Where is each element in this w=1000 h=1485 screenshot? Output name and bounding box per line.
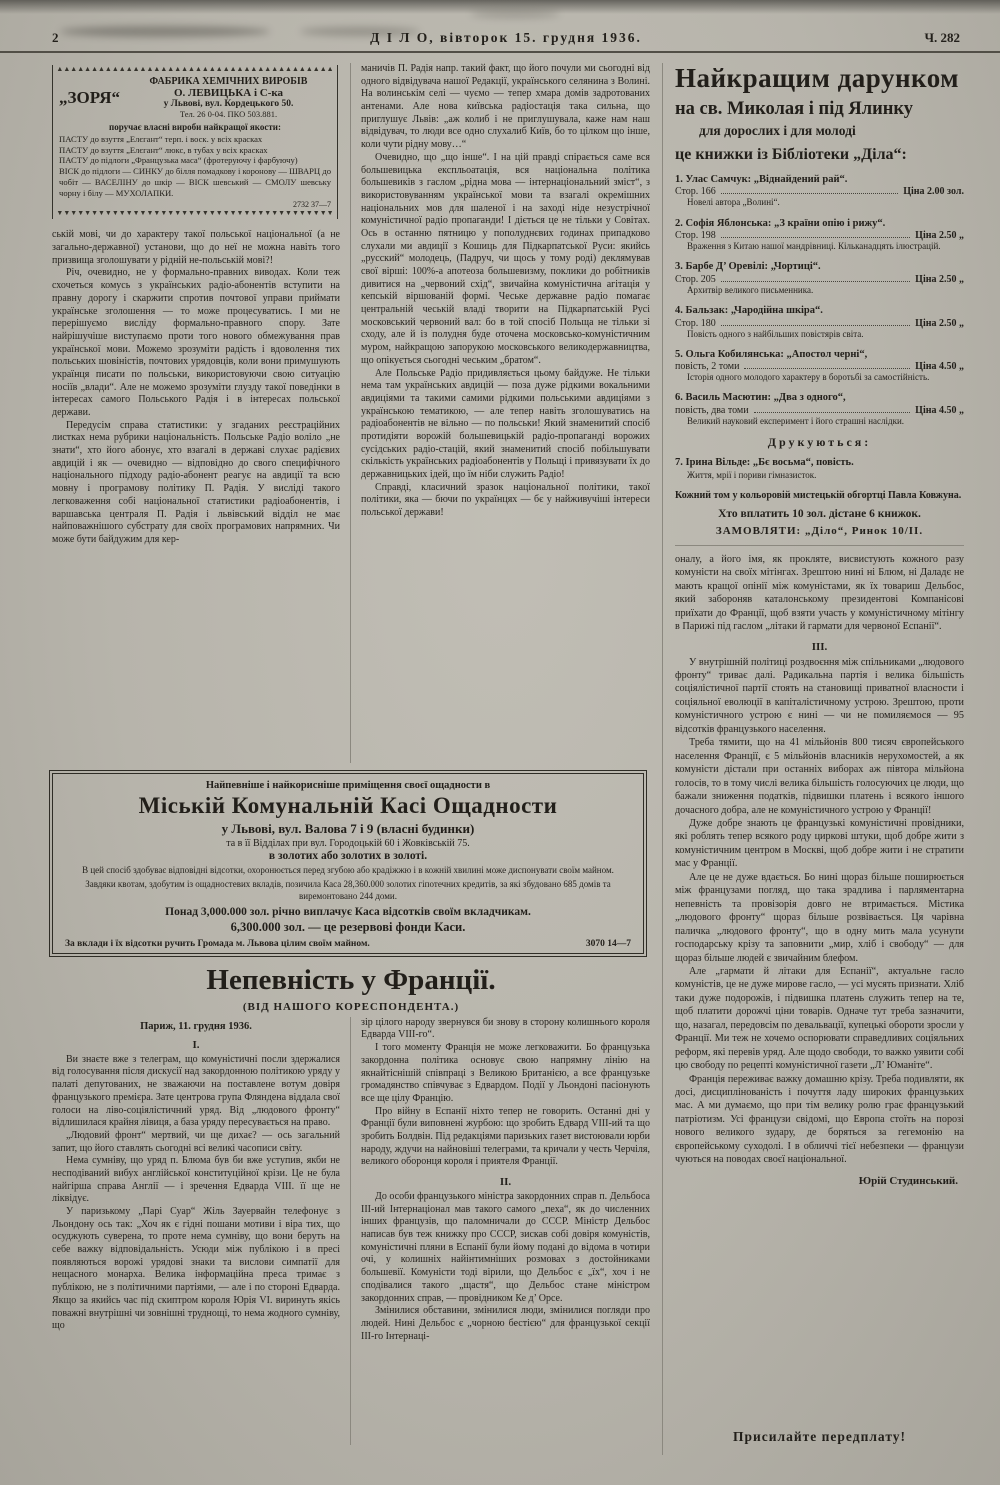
bank-branches: та в її Відділах при вул. Городоцькій 60 і Жовківській 75. [226,838,470,849]
radio-article-col1 [52,229,340,546]
dot-leader [754,412,911,413]
zoria-product-list [59,134,331,198]
book-item [675,173,964,209]
book-note: Великий науковий експеримент і його страшні наслідки. [687,415,905,426]
book-title: „Віднайдений рай“. [753,174,848,185]
article-paragraph: маничів П. Радія напр. такий факт, що його почули ми сьогодні від одного відвідувача нашої Редакції, українського селянина з Волині. На волинськім селі — чуємо — тепер хмара домів задротованих антенами. Але нова київська радіостація така сильна, що приглушує Львів: „аж колиб і не приглушувала, каже нам наш відвідувач, то люди все одно слухалиб Київ, бо то цілком що інше, коли чути рідну мову…“ [361,63,650,151]
article-paragraph: Справді, класичний зразок національної політики, такої політики, яка — бючи по українцях — бє у найживучіші інтереси польської держави! [361,481,650,519]
zoria-slogan: поручає власні вироби найкращої якости: [109,122,281,132]
scan-smudge [300,27,420,36]
book-note: Архитвір великого письменника. [687,284,814,295]
zoria-line2: О. ЛЕВИЦЬКА і С-ка [173,87,284,99]
dot-leader [721,325,910,326]
france-column-2 [351,1017,650,1445]
issue-number: Ч. 282 [924,30,960,45]
dot-leader [744,368,910,369]
book-pages: повість, два томи [675,404,749,416]
radio-article-columns [52,63,650,763]
article-paragraph: Передусім справа статистики: у згаданих реєстраційних листках нема рубрики національність. Польське Радіо воліло „не знати“, хто його абонує, хто взагалі в державі слухає радієвих авдицій і як — очевидно — відповідно до свого специфічного національного підходу радіо-абонент реагує на авдиції та всю мовну і програмову політику П. Радія. У висліді такого легковаження собі національної статистики радіоабонентів, і варшавська централя П. Радія і львівський відділ не має найповажнішого субстрату для своїх програмових напрямних. Чи може бути байдужим для кер- [52,419,340,545]
france-article-continuation [675,545,964,1167]
france-article-col2 [361,1017,650,1344]
book-item [675,217,964,253]
article-paragraph: Але „гармати й літаки для Еспанії“, актуальне гасло комуністів, це не дуже мирове гасло, — усі мусять признати. Хліб таки дуже подорожів, і підвишка платень служить тепер на те, щоб платити дорожчі ціни товарів. Одначе тут треба зазначити, що, назагал, передовсім по девальвації, купецькі обороти зросли у Франції. Ми теж не хочемо оспорювати справедливих соціяльних реформ, які перевів уряд. Але щодо свободи, то важко уявити собі цю свободу по рецепті комуністичної газети „Л’ Юманіте“. [675,965,964,1072]
article-paragraph: Змінилися обставини, змінилися люди, змінилися погляди про людей. Нині Дельбос є „чорною бестією“ для французької секції ІІІ-го Інтернаці- [361,1305,650,1342]
right-column [662,63,964,1455]
article-paragraph: Треба тямити, що на 41 мільйонів 800 тисяч європейського населення Франції, є 5 мільйонів власників нерухомостей, а як комуністи дістали при останніх виборах аж півтора мільйона голосів, то в тому числі велика більшість голосуючих це люди, що бажали зниження податків, підвишки платень і всякого іншого дочасного добра, але не комуністичного устрою у Франції! [675,737,964,816]
article-paragraph: ПАСТУ до взуття „Елєгант“ терп. і воск. у всіх красках [59,134,263,144]
article-paragraph: ПАСТУ до взуття „Елєгант“ люкс, в тубах у всіх красках [59,144,268,155]
bank-ad-preline: Найпевніше і найкорисніше приміщення своєї ощадности в [205,780,491,791]
bank-currency-line: в золотих або золотих в золоті. [268,850,428,862]
books-ad-lead: це книжки із Бібліотеки „Діла“: [675,146,907,163]
book-meta [675,318,964,329]
article-paragraph: І того моменту Франція не може легковажити. Бо французька закордонна політика основує свою напрямну лінію на якнайтіснішій співпраці з Великою Британією, а все французьке громадянство співчуває з Едвардом. Події у Льондоні пасіонують все ще цілу Францію. [361,1042,650,1104]
section-heading: ІІІ. [811,640,828,653]
book-price: Ціна 2.00 зол. [903,186,964,198]
book-note: Враження з Китаю нашої мандрівниці. Кільканадцять ілюстрацій. [687,241,941,252]
page-content [0,53,1000,1455]
article-paragraph: Ви знаєте вже з телеграм, що комуністичні посли здержалися від голосування після дискусії над закордонною політикою уряду у палаті депутованих, не зважаючи на поставлене вотум довіря французького премієра. Зате центрова група Фляндена віддала свої голоси на ліво-соціялістичний уряд. Від „людового фронту“ відлишилася крайня лівиця, а база уряду пересувається на право. [52,1053,340,1129]
article-paragraph: У внутрішній політиці роздвоєння між спільниками „людового фронту“ триває далі. Радикальна партія і велика більшість соціялістичної партії стоять на становищі приватної власности і соціяльної еволюції в капіталістичному устрою. Зрештою, проти комуністичного устрою є нині — чи не помиляємося — 95 відсотків французького населення. [675,656,964,735]
book-item [675,260,964,296]
book-note: Новелі автора „Волині“. [687,197,780,208]
book-meta [675,230,964,241]
bank-address: у Львові, вул. Валова 7 і 9 (власні будинки) [221,821,475,836]
bank-reserve-line: 6,300.000 зол. — це резервові фонди Каси. [230,919,466,934]
zoria-phone: Тел. 26 0-04. ПКО 503.881. [179,109,278,119]
zoria-address: у Львові, вул. Кордецького 50. [163,99,294,109]
article-paragraph: ВІСК до підлоги — СИНКУ до білля помадкову і коронову — ШВАРЦ до чобіт — ВАСЕЛІНУ до шкір — ВІСК шевський — СМОЛУ шевську чорну і білу — МУХОЛАПКИ. [59,166,331,198]
article-paragraph: Франція переживає важку домашню крізу. Треба подивляти, як досі, дисциплінованість і почуття ладу широких французьких мас. А ми думаємо, що при тім велику ролю грає французький патріотизм. Усі французи свідомі, що Европа стоїть на порозі нового великого зудару, де боряться за гегемонію на європейському суходолі. І в обличчі тієї небезпеки — французи чуються на поводах своєї національної. [675,1073,964,1166]
book-pages: Стор. 198 [675,230,716,242]
book-title: „З країни опію і рижу“. [774,217,886,229]
book-pages: Стор. 180 [675,317,716,329]
book-price: Ціна 4.50 „ [915,404,964,416]
book-meta [675,274,964,285]
book-title-line: 2. Софія Яблонська: „З країни опію і рижу“. [675,217,886,229]
book-item [675,304,964,340]
zoria-ad-header [59,76,331,119]
book-note: Життя, мрії і пориви гімназисток. [687,469,817,480]
books-gift-ad [675,63,964,537]
column-1 [52,63,351,763]
bank-paragraph: В цей спосіб здобуває відповідні відсотки, охоронюється перед згубою або крадіжжю і в кожній хвилині може диспонувати своїм майном. [82,865,614,875]
book-title: „Чортиці“. [770,261,821,273]
books-ad-subtitle: на св. Миколая і під Ялинку [675,99,914,119]
article-paragraph: Річ, очевидно, не у формально-правних виводах. Коли теж схочеться комусь з українських радіо-абонентів вступити на правну дорогу і скаржити спротив почтової управи приймати українське зголошення — то може процесуватись. І ми не перерішуємо висліду формально-правного спору. Зате найрішучіше виступаємо проти того нового обмежування прав української мови. Можемо зрозуміти радість і вдоволення тих польських шовіністів, почтових урядовців, коли вони примушують українця писати по польськи, використовуючи свою ситуацію носіїв „влади“. Але не можемо зрозуміти глузду такої поведінки в інтересах самого Польського Радія і в інтересах польської держави. [52,267,340,419]
section-heading: І. [192,1038,200,1051]
book-meta [675,361,964,372]
section-heading: ІІ. [499,1176,512,1188]
france-article-columns [52,1017,650,1445]
article-paragraph: Очевидно, що „що інше“. І на цій правді спірається саме вся большевицька експльоатація, вся національна політика большевиків з гаслом „рідна мова — інтернаціональний зміст“, з використовуванням української мови та взагалі окремішних національних мов для шаленої і на заході ніде незустрічної комуністичної радіо пропаганди! І діється це не тільки у Совітах. Ось в останню пятницю у пополуднєвих годинах припадково слухали ми авдиції з Кошиць для Підкарпатської Руси: якийсь „русский“ молодець, (Падруч, чи щось у тому роді) деклямував свої вірші: 100%-а апотеоза большевизму, поклики до робітників дивитися на „червоний схід“, звичайна комуністична агітація у кепській віршованій формі. Чеське державне радіо помагає центральній чеській владі творити на Підкарпатській Русі московський червоний вал: бо в той спосіб Польща не тільки зі сходу, але й із полудня буде оточена московсько-комуністичним муром, найкращою запорукою московського великодержавництва, що опікується сьогодні чеським „братом“. [361,151,650,366]
ad-reference-number: 3070 14—7 [585,938,631,949]
book-note: Історія одного молодого характеру в боротьбі за самостійність. [687,372,930,383]
article-paragraph: Але Польське Радіо придивляється цьому байдуже. Не тільки нема там українських авдицій — поза дуже рідкими вокальними авдиціями та такими самими рідкими польськими авдиціями з українською тематикою, — але тепер навіть зголошуватись на радіоабонентів не вільно — по польськи! Який знаменитий спосіб протидіяти ворожій большевицькій радіо-пропаганді ворожих сусідських радіо-стацій, який знаменитий спосіб побільшувати скількість українських радіоабонентів у Польщі і привязувати їх до державницьких ідей, що їм ніби служить Радіо! [361,367,650,480]
article-paragraph: У паризькому „Парі Суар“ Жіль Зауервайн телефонує з Льондону ось так: „Хоч як є гідні пошани мотиви і віра тих, що осуджують суверена, то проте нема сумніву, що вони беруть на себе важку відповідальність. Усюди між публікою і в пресі появляються ворожі урядові знаки та вислови симпатії для нещасного монарха. Велика інформаційна преса тримає з публікою, не з політичними партіями, — але і по стороні Едварда. Якщо за якийсь час під скиптром короля Юрія VI. виринуть якісь поважні внутрішні чи зовнішні труднощі, то нема жодного сумніву, що [52,1206,340,1332]
book-meta [675,186,964,197]
article-subtitle: (ВІД НАШОГО КОРЕСПОНДЕНТА.) [242,1000,460,1013]
ad-reference-number: 2732 37—7 [293,200,331,210]
book-price: Ціна 2.50 „ [915,317,964,329]
article-paragraph: „Людовий фронт“ мертвий, чи ще дихає? — ось загальний запит, що його ставлять сьогодні всі великі часописи світу. [52,1129,340,1154]
printing-book-list [675,456,964,481]
books-ad-title: Найкращим дарунком [675,63,960,93]
page-number: 2 [52,30,59,45]
masthead-title: Д І Л О, вівторок 15. грудня 1936. [370,30,642,45]
left-two-columns [52,63,650,1455]
book-title-line: 7. Ірина Вільде: „Бє восьма“, повість. [675,457,854,469]
zoria-brand: ▲▲▲▲▲▲▲▲▲▲▲▲▲▲▲▲▲▲▲▲▲▲▲▲▲▲▲▲▲▲▲▲▲▲▲▲▲▲▲▲ „ЗОРЯ“ [59,87,121,107]
zoria-factory-ad [52,65,338,219]
books-ad-order: ЗАМОВЛЯТИ: „Діло“, Ринок 10/ІІ. [715,524,924,537]
dot-leader [721,237,910,238]
scan-smudge [60,26,270,37]
column-2 [351,63,650,763]
author-signature: Юрій Студинський. [858,1174,958,1187]
book-title-line: 5. Ольга Кобилянська: „Апостол черні“, [675,348,868,360]
scan-smudge [470,10,560,18]
france-column-1 [52,1017,351,1445]
book-title-line: 6. Василь Масютин: „Два з одного“, [675,392,846,404]
book-meta [675,405,964,416]
book-pages: повість, 2 томи [675,361,740,373]
article-paragraph: оналу, а його імя, як прокляте, висвистують кожного разу комуністи на своїх мітінгах. Зрештою нині ні Блюм, ні Даладє не мають кращої опінії між комуністами, як їх товариш Дельбос, який забороняв каталонському президентові Компанісові приїхати до Франції, щоб взяти участь у комуністичному мітінгу в Парижі під гаслом „літаки й гармати для червоної Еспанії“. [675,553,964,633]
article-paragraph: зір цілого народу звернувся би знову в сторону колишнього короля Едварда VIII-го“. [361,1016,650,1041]
book-price: Ціна 4.50 „ [915,361,964,373]
books-ad-offer: Хто вплатить 10 зол. дістане 6 книжок. [718,507,921,520]
article-paragraph: ПАСТУ до підлоги „Французька маса“ (фротеруючу і фарбуючу) [59,155,298,166]
book-pages: Стор. 205 [675,273,716,285]
bank-guarantee: За вклади і їх відсотки ручить Громада м. Львова цілим своїм майном. [65,938,370,949]
printing-label: Друкуються: [767,435,872,450]
bank-paragraph: Завдяки квотам, здобутим із ощадностевих вкладів, позичила Каса 28,360.000 золотих гіпотечних кредитів, за які збудовано 685 домів та виремонтовано 244 доми. [85,879,611,901]
zoria-line1: ФАБРИКА ХЕМІЧНИХ ВИРОБІВ [149,76,308,87]
book-item [675,456,964,481]
bank-interest-line: Понад 3,000.000 зол. річно виплачує Каса відсотків своїм вкладчикам. [165,905,531,918]
subscription-call: Присилайте передплату! [732,1429,907,1444]
books-ad-footer1: Кожний том у кольоровій мистецькій обгортці Павла Ковжуна. [675,489,962,501]
france-article-header [52,964,650,1013]
book-title: „Чародійна шкіра“. [730,305,823,317]
book-title-line: 3. Барбе Д’ Оревілі: „Чортиці“. [675,261,821,273]
books-ad-audience: для дорослих і для молоді [699,123,856,138]
bank-ad-title: Міській Комунальній Касі Ощадности [138,793,558,818]
article-paragraph: Але це не дуже вдається. Бо нині щораз більше поширюється між французами погляд, що така зрадлива і парляментарна непевність та провізорія довго не втримається. Містика „людового фронту“ щораз більше розвівається. Ця чарівна паличка „людового фронту“, що в одну мить мала усунути господарську крізу та заповнити „мир, хліб і свободу“ — для щораз більше людей є звичайним блефом. [675,871,964,964]
book-title: „Бє восьма“, повість. [752,457,854,469]
book-pages: Стор. 166 [675,186,716,198]
book-note: Повість одного з найбільших повістярів світа. [687,328,864,339]
article-paragraph: Дуже добре знають це французькі комуністичні провідники, які роблять тепер всякого роду циркові штуки, щоб добре жити з комуністичним центром в Москві, щоб добре жити і не стратити мас у Франції. [675,817,964,870]
article-paragraph: Нема сумніву, що уряд п. Блюма був би вже уступив, якби не несподіваний вибух англійської конституційної крізи. Це не була найгірша справа Англії — і зречення Едварда VIII. її ще не ліквідує. [52,1155,340,1205]
article-paragraph: До особи французького міністра закордонних справ п. Дельбоса ІІІ-ий Інтернаціонал мав такого самого „пеха“, як до численних інших французів, що паломничали до СССР. Міністр Дельбос написав був теж книжку про СССР, зискав собі довіря комуністів, комуністичні пляни в Еспанії були йому подані до відома в чотири очі, у колишніх найінтимніших розмовах з достойниками большевії. Комуністи тоді вірили, що Дельбос є „їх“, хоч і не сподівалися такого „щастя“, що Дельбос стане міністром закордонних справ, — провідником Ке д’ Орсе. [361,1191,650,1304]
savings-bank-ad [52,773,644,954]
book-title: „Апостол черні“, [786,348,868,360]
book-price: Ціна 2.50 „ [915,230,964,242]
book-price: Ціна 2.50 „ [915,273,964,285]
book-item [675,391,964,427]
book-list [675,173,964,427]
article-headline: Непевність у Франції. [206,963,496,996]
article-paragraph: ській мові, чи до характеру такої польської національної (а не загально-державної) установи, що до неї не можна навіть того призвища зголошувати у рідній не-польській мові?! [52,229,340,266]
article-paragraph: Про війну в Еспанії ніхто тепер не говорить. Останні дні у Франції були виповнені журбою: що зробить Едвард VIII-ий та що зробить Болдвін. Під редакціями паризьких газет вистоювали юрби народу, ждучи на найновіші телеграми, та кричали у честь Черчіля, великого оборонця короля і приятеля Франції. [361,1105,650,1168]
dateline: Париж, 11. грудня 1936. [140,1020,252,1032]
book-title: „Два з одного“, [773,392,846,404]
book-item [675,348,964,384]
radio-article-col2 [361,63,650,520]
dot-leader [721,281,910,282]
france-article-col1 [52,1039,340,1333]
dot-leader [721,193,898,194]
book-title-line: 4. Бальзак: „Чародійна шкіра“. [675,305,823,317]
book-title-line: 1. Улас Самчук: „Віднайдений рай“. [675,174,848,185]
